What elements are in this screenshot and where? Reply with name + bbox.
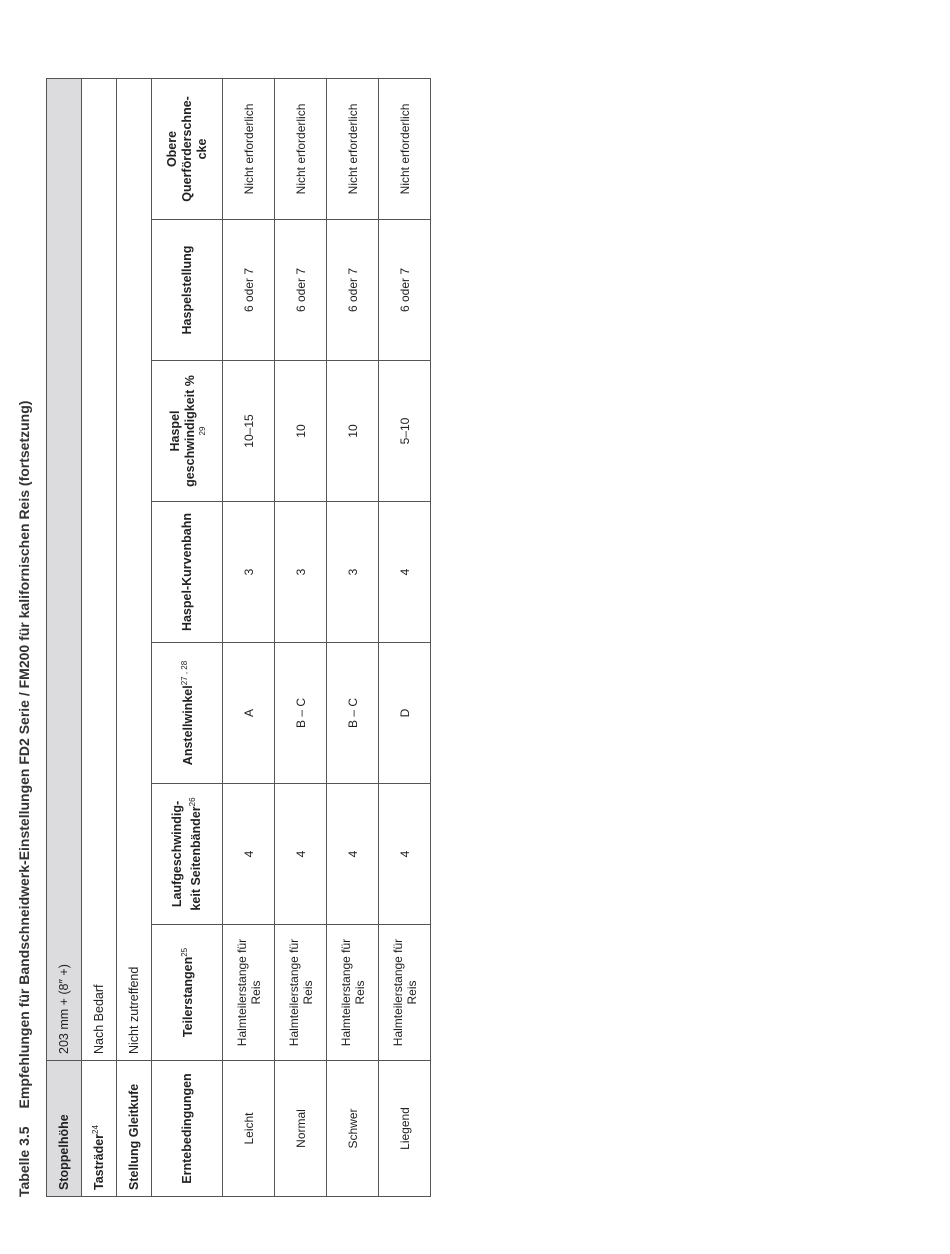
cell-reel-position: 6 oder 7 — [379, 220, 431, 361]
header-obere-querfoerderschnecke: Obere Querförderschne- cke — [152, 78, 223, 219]
setting-label: Stoppelhöhe — [47, 1061, 82, 1197]
cell-divider: Halmteilerstange für Reis — [275, 925, 327, 1061]
cell-upper-auger: Nicht erforderlich — [223, 78, 275, 219]
cell-belt-speed: 4 — [275, 784, 327, 925]
cell-reel-speed: 10 — [275, 361, 327, 502]
header-haspelgeschwindigkeit: Haspel geschwindigkeit % 29 — [152, 361, 223, 502]
cell-cam: 4 — [379, 502, 431, 643]
setting-label: Stellung Gleitkufe — [117, 1061, 152, 1197]
cell-belt-speed: 4 — [223, 784, 275, 925]
cell-reel-position: 6 oder 7 — [327, 220, 379, 361]
cell-belt-speed: 4 — [327, 784, 379, 925]
table-title: Empfehlungen für Bandschneidwerk-Einstellungen FD2 Serie / FM200 für kalifornischen Reis (fortsetzung) — [16, 400, 32, 1109]
cell-cam: 3 — [275, 502, 327, 643]
settings-table — [46, 78, 431, 1197]
header-teilerstangen: Teilerstangen$^{25}$ — [152, 925, 223, 1061]
rotated-page-content — [10, 25, 440, 1205]
table-row — [379, 78, 431, 1196]
setting-label: Tasträder$^{24}$ — [82, 1061, 117, 1197]
cell-divider: Halmteilerstange für Reis — [327, 925, 379, 1061]
column-header-row — [152, 78, 223, 1196]
cell-upper-auger: Nicht erforderlich — [327, 78, 379, 219]
header-laufgeschwindigkeit: Laufgeschwindig- keit Seitenbänder$^{26}$ — [152, 784, 223, 925]
cell-condition: Leicht — [223, 1061, 275, 1197]
cell-reel-speed: 5–10 — [379, 361, 431, 502]
stoppelhoehe-row — [47, 78, 82, 1196]
cell-angle: A — [223, 643, 275, 784]
setting-value: Nicht zutreffend — [117, 78, 152, 1060]
cell-condition: Schwer — [327, 1061, 379, 1197]
cell-upper-auger: Nicht erforderlich — [275, 78, 327, 219]
setting-value: Nach Bedarf — [82, 78, 117, 1060]
table-row — [327, 78, 379, 1196]
cell-cam: 3 — [223, 502, 275, 643]
table-row — [275, 78, 327, 1196]
cell-condition: Liegend — [379, 1061, 431, 1197]
table-number: Tabelle 3.5 — [16, 1126, 32, 1197]
header-erntebedingungen: Erntebedingungen — [152, 1061, 223, 1197]
setting-value: 203 mm + (8″ +) — [47, 78, 82, 1060]
table-row — [223, 78, 275, 1196]
cell-angle: B – C — [275, 643, 327, 784]
table-caption — [16, 401, 32, 1197]
header-haspel-kurvenbahn: Haspel-Kurvenbahn — [152, 502, 223, 643]
cell-reel-position: 6 oder 7 — [223, 220, 275, 361]
gleitkufe-row — [117, 78, 152, 1196]
tastraeder-row — [82, 78, 117, 1196]
cell-reel-position: 6 oder 7 — [275, 220, 327, 361]
cell-divider: Halmteilerstange für Reis — [379, 925, 431, 1061]
cell-belt-speed: 4 — [379, 784, 431, 925]
cell-divider: Halmteilerstange für Reis — [223, 925, 275, 1061]
cell-upper-auger: Nicht erforderlich — [379, 78, 431, 219]
header-anstellwinkel: Anstellwinkel$^{27 , 28}$ — [152, 643, 223, 784]
cell-condition: Normal — [275, 1061, 327, 1197]
cell-reel-speed: 10 — [327, 361, 379, 502]
cell-reel-speed: 10–15 — [223, 361, 275, 502]
cell-angle: D — [379, 643, 431, 784]
header-haspelstellung: Haspelstellung — [152, 220, 223, 361]
cell-cam: 3 — [327, 502, 379, 643]
cell-angle: B – C — [327, 643, 379, 784]
